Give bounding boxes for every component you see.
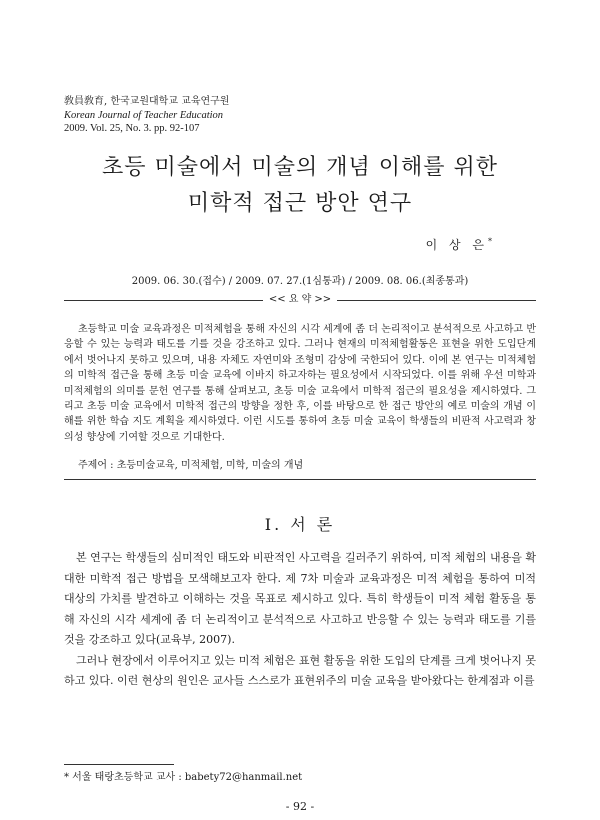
author-name: 이 상 은 — [425, 238, 488, 252]
section-heading: Ⅰ. 서 론 — [264, 515, 336, 534]
body-paragraph-1: 본 연구는 학생들의 심미적인 태도와 비판적인 사고력을 길러주기 위하여, 미적 체험의 내용을 확대한 미학적 접근 방법을 모색해보고자 한다. 제 7차 미술과 교육과정은 미적 체험을 통하여 미적 대상의 가치를 발견하고 이해하는 것을 목표로 제시하고 있다. 특히 학생들이 미적 체험 활동을 통해 자신의 시각 세계에 좀 더 논리적이고 분석적으로 사고하고 반응할 수 있는 능력과 태도를 기를 것을 강조하고 있다(교육부, 2007). — [64, 551, 536, 646]
footnote: * 서울 태랑초등학교 교사 : babety72@hanmail.net — [64, 772, 303, 783]
abstract-divider — [64, 479, 536, 480]
paper-title-line2: 미학적 접근 방안 연구 — [187, 191, 413, 216]
body-paragraph-2: 그러나 현장에서 이루어지고 있는 미적 체험은 표현 활동을 위한 도입의 단계를 크게 벗어나지 못하고 있다. 이런 현상의 원인은 교사들 스스로가 표현위주의 미술 교육을 받아왔다는 한계점과 이를 — [64, 653, 536, 687]
abstract-label: << 요 약 >> — [263, 294, 337, 305]
journal-name-korean: 敎員敎育, 한국교원대학교 교육연구원 — [64, 96, 230, 107]
footnote-rule — [64, 764, 174, 765]
journal-info — [64, 95, 229, 136]
author — [426, 236, 492, 253]
submission-dates: 2009. 06. 30.(접수) / 2009. 07. 27.(1심통과) / 2009. 08. 06.(최종통과) — [131, 276, 469, 287]
author-footnote-mark: * — [488, 237, 492, 246]
body-text — [64, 548, 536, 692]
paper-title-line1: 초등 미술에서 미술의 개념 이해를 위한 — [102, 155, 498, 180]
keywords: 주제어 : 초등미술교육, 미적체험, 미학, 미술의 개념 — [78, 460, 304, 471]
journal-volume: 2009. Vol. 25, No. 3. pp. 92-107 — [64, 123, 200, 134]
journal-name-english: Korean Journal of Teacher Education — [64, 109, 224, 121]
abstract-text: 초등학교 미술 교육과정은 미적체험을 통해 자신의 시각 세계에 좀 더 논리적이고 분석적으로 사고하고 반응할 수 있는 능력과 태도를 기를 것을 강조하고 있다. 그러나 현재의 미적체험활동은 표현을 위한 도입단계에서 벗어나지 못하고 있으며, 내용 자체도 자연미와 조형미 감상에 국한되어 있다. 이에 본 연구는 미적체험의 미학적 접근을 통해 초등 미술 교육에 이바지 하고자하는 필요성에서 시작되었다. 이를 위해 우선 미학과 미적체험의 의미를 문헌 연구를 통해 살펴보고, 초등 미술 교육에서 미학적 접근의 필요성을 제시하였다. 그리고 초등 미술 교육에서 미학적 접근의 방향을 정한 후, 이를 바탕으로 한 접근 방안의 예로 미술의 개념 이해를 위한 학습 지도 계획을 제시하였다. 이런 시도를 통하여 초등 미술 교육이 학생들의 비판적 사고력과 창의성 향상에 기여할 것으로 기대한다. — [64, 324, 536, 443]
page-number: - 92 - — [285, 800, 315, 813]
abstract-heading — [64, 293, 536, 307]
